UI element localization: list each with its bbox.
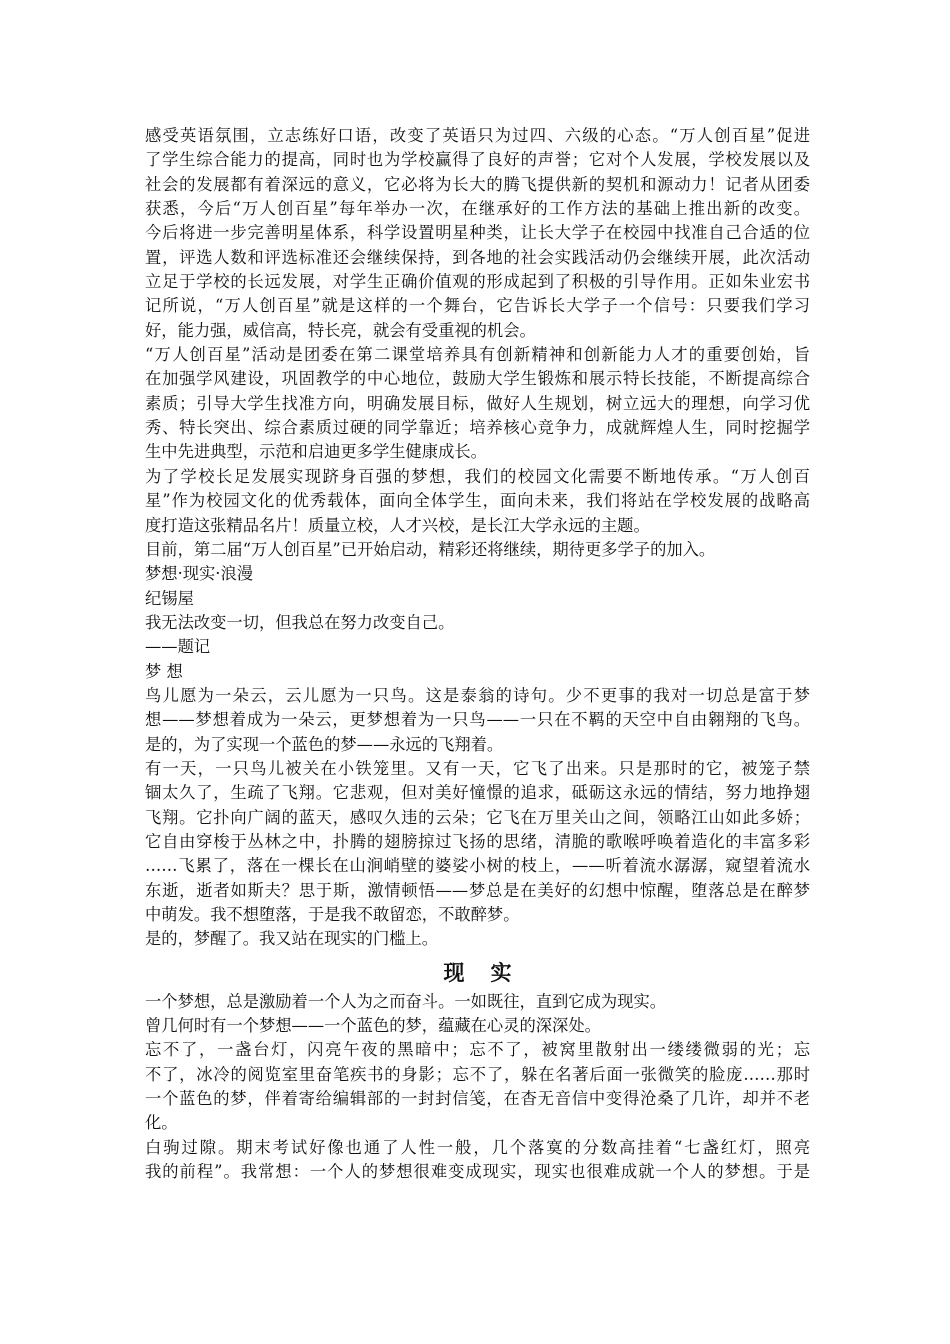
text-line: 生中先进典型，示范和启迪更多学生健康成长。 <box>145 442 487 462</box>
text-line: 有一天，一只鸟儿被关在小铁笼里。又有一天，它飞了出来。只是那时的它，被笼子禁 <box>145 758 810 778</box>
text-line: 记所说，“万人创百星”就是这样的一个舞台，它告诉长大学子一个信号：只要我们学习 <box>145 296 810 316</box>
text-line: 获悉，今后“万人创百星”每年举办一次，在继承好的工作方法的基础上推出新的改变。 <box>145 199 810 219</box>
text-line: ……飞累了，落在一棵长在山涧峭壁的婆娑小树的枝上，——听着流水潺潺，窥望着流水 <box>145 856 810 876</box>
text-line: 立足于学校的长远发展，对学生正确价值观的形成起到了积极的引导作用。正如朱业宏书 <box>145 272 810 292</box>
text-line: 好，能力强，威信高，特长亮，就会有受重视的机会。 <box>145 320 536 340</box>
text-line: 我的前程”。我常想：一个人的梦想很难变成现实，现实也很难成就一个人的梦想。于是 <box>145 1162 810 1182</box>
text-line: 东逝，逝者如斯夫？思于斯，激情顿悟——梦总是在美好的幻想中惊醒，堕落总是在醉梦 <box>145 880 810 900</box>
text-line: 社会的发展都有着深远的意义，它必将为长大的腾飞提供新的契机和源动力！记者从团委 <box>145 174 810 194</box>
text-line: 今后将进一步完善明星体系，科学设置明星种类，让长大学子在校园中找准自己合适的位 <box>145 223 810 243</box>
text-line: 白驹过隙。期末考试好像也通了人性一般，几个落寞的分数高挂着“七盏红灯，照亮 <box>145 1137 810 1157</box>
text-line: 飞翔。它扑向广阔的蓝天，感叹久违的云朵；它飞在万里关山之间，领略江山如此多娇； <box>145 807 810 827</box>
document-page <box>145 124 810 1184</box>
text-line: 秀、特长突出、综合素质过硬的同学靠近；培养核心竞争力，成就辉煌人生，同时挖掘学 <box>145 418 810 438</box>
text-line: 化。 <box>145 1113 178 1133</box>
text-line: 一个蓝色的梦，伴着寄给编辑部的一封封信笺，在杳无音信中变得沧桑了几许，却并不老 <box>145 1089 810 1109</box>
text-line: “万人创百星”活动是团委在第二课堂培养具有创新精神和创新能力人才的重要创始，旨 <box>145 345 810 365</box>
text-line: ——题记 <box>145 637 211 657</box>
text-line: 它自由穿梭于丛林之中，扑腾的翅膀掠过飞扬的思绪，清脆的歌喉呼唤着造化的丰富多彩 <box>145 831 810 851</box>
text-line: 素质；引导大学生找准方向，明确发展目标，做好人生规划，树立远大的理想，向学习优 <box>145 393 810 413</box>
text-line: 曾几何时有一个梦想——一个蓝色的梦，蕴藏在心灵的深深处。 <box>145 1016 601 1036</box>
text-line: 中萌发。我不想堕落，于是我不敢留恋，不敢醉梦。 <box>145 905 520 924</box>
text-line: 纪锡屋 <box>145 588 194 608</box>
text-line: 不了，冰冷的阅览室里奋笔疾书的身影；忘不了，躲在名著后面一张微笑的脸庞……那时 <box>145 1064 810 1084</box>
section-heading: 现实 <box>443 959 538 985</box>
text-line: 梦想·现实·浪漫 <box>145 564 254 584</box>
text-line: 锢太久了，生疏了飞翔。它悲观，但对美好憧憬的追求，砥砺这永远的情结，努力地挣翅 <box>145 783 810 803</box>
text-line: 忘不了，一盏台灯，闪亮午夜的黑暗中；忘不了，被窝里散射出一缕缕微弱的光；忘 <box>145 1040 810 1060</box>
text-line: 一个梦想，总是激励着一个人为之而奋斗。一如既往，直到它成为现实。 <box>145 991 667 1011</box>
text-line: 感受英语氛围，立志练好口语，改变了英语只为过四、六级的心态。“万人创百星”促进 <box>145 126 810 145</box>
body-text-part2 <box>145 990 810 1185</box>
text-line: 在加强学风建设，巩固教学的中心地位，鼓励大学生锻炼和展示特长技能，不断提高综合 <box>145 369 810 389</box>
text-line: 星”作为校园文化的优秀载体，面向全体学生，面向未来，我们将站在学校发展的战略高 <box>145 491 810 511</box>
text-line: 置，评选人数和评选标准还会继续保持，到各地的社会实践活动仍会继续开展，此次活动 <box>145 247 810 267</box>
text-line: 梦 想 <box>145 661 183 681</box>
body-text-part1 <box>145 124 810 952</box>
text-line: 我无法改变一切，但我总在努力改变自己。 <box>145 612 455 632</box>
text-line: 目前，第二届“万人创百星”已开始启动，精彩还将继续，期待更多学子的加入。 <box>145 539 716 559</box>
text-line: 是的，梦醒了。我又站在现实的门槛上。 <box>145 929 439 949</box>
text-line: 度打造这张精品名片！质量立校，人才兴校，是长江大学永远的主题。 <box>145 515 650 535</box>
text-line: 是的，为了实现一个蓝色的梦——永远的飞翔着。 <box>145 734 504 754</box>
text-line: 想——梦想着成为一朵云，更梦想着为一只鸟——一只在不羁的天空中自由翱翔的飞鸟。 <box>145 710 810 730</box>
text-line: 鸟儿愿为一朵云，云儿愿为一只鸟。这是泰翁的诗句。少不更事的我对一切总是富于梦 <box>145 685 810 705</box>
text-line: 为了学校长足发展实现跻身百强的梦想，我们的校园文化需要不断地传承。“万人创百 <box>145 466 810 486</box>
text-line: 了学生综合能力的提高，同时也为学校赢得了良好的声誉；它对个人发展，学校发展以及 <box>145 150 810 170</box>
